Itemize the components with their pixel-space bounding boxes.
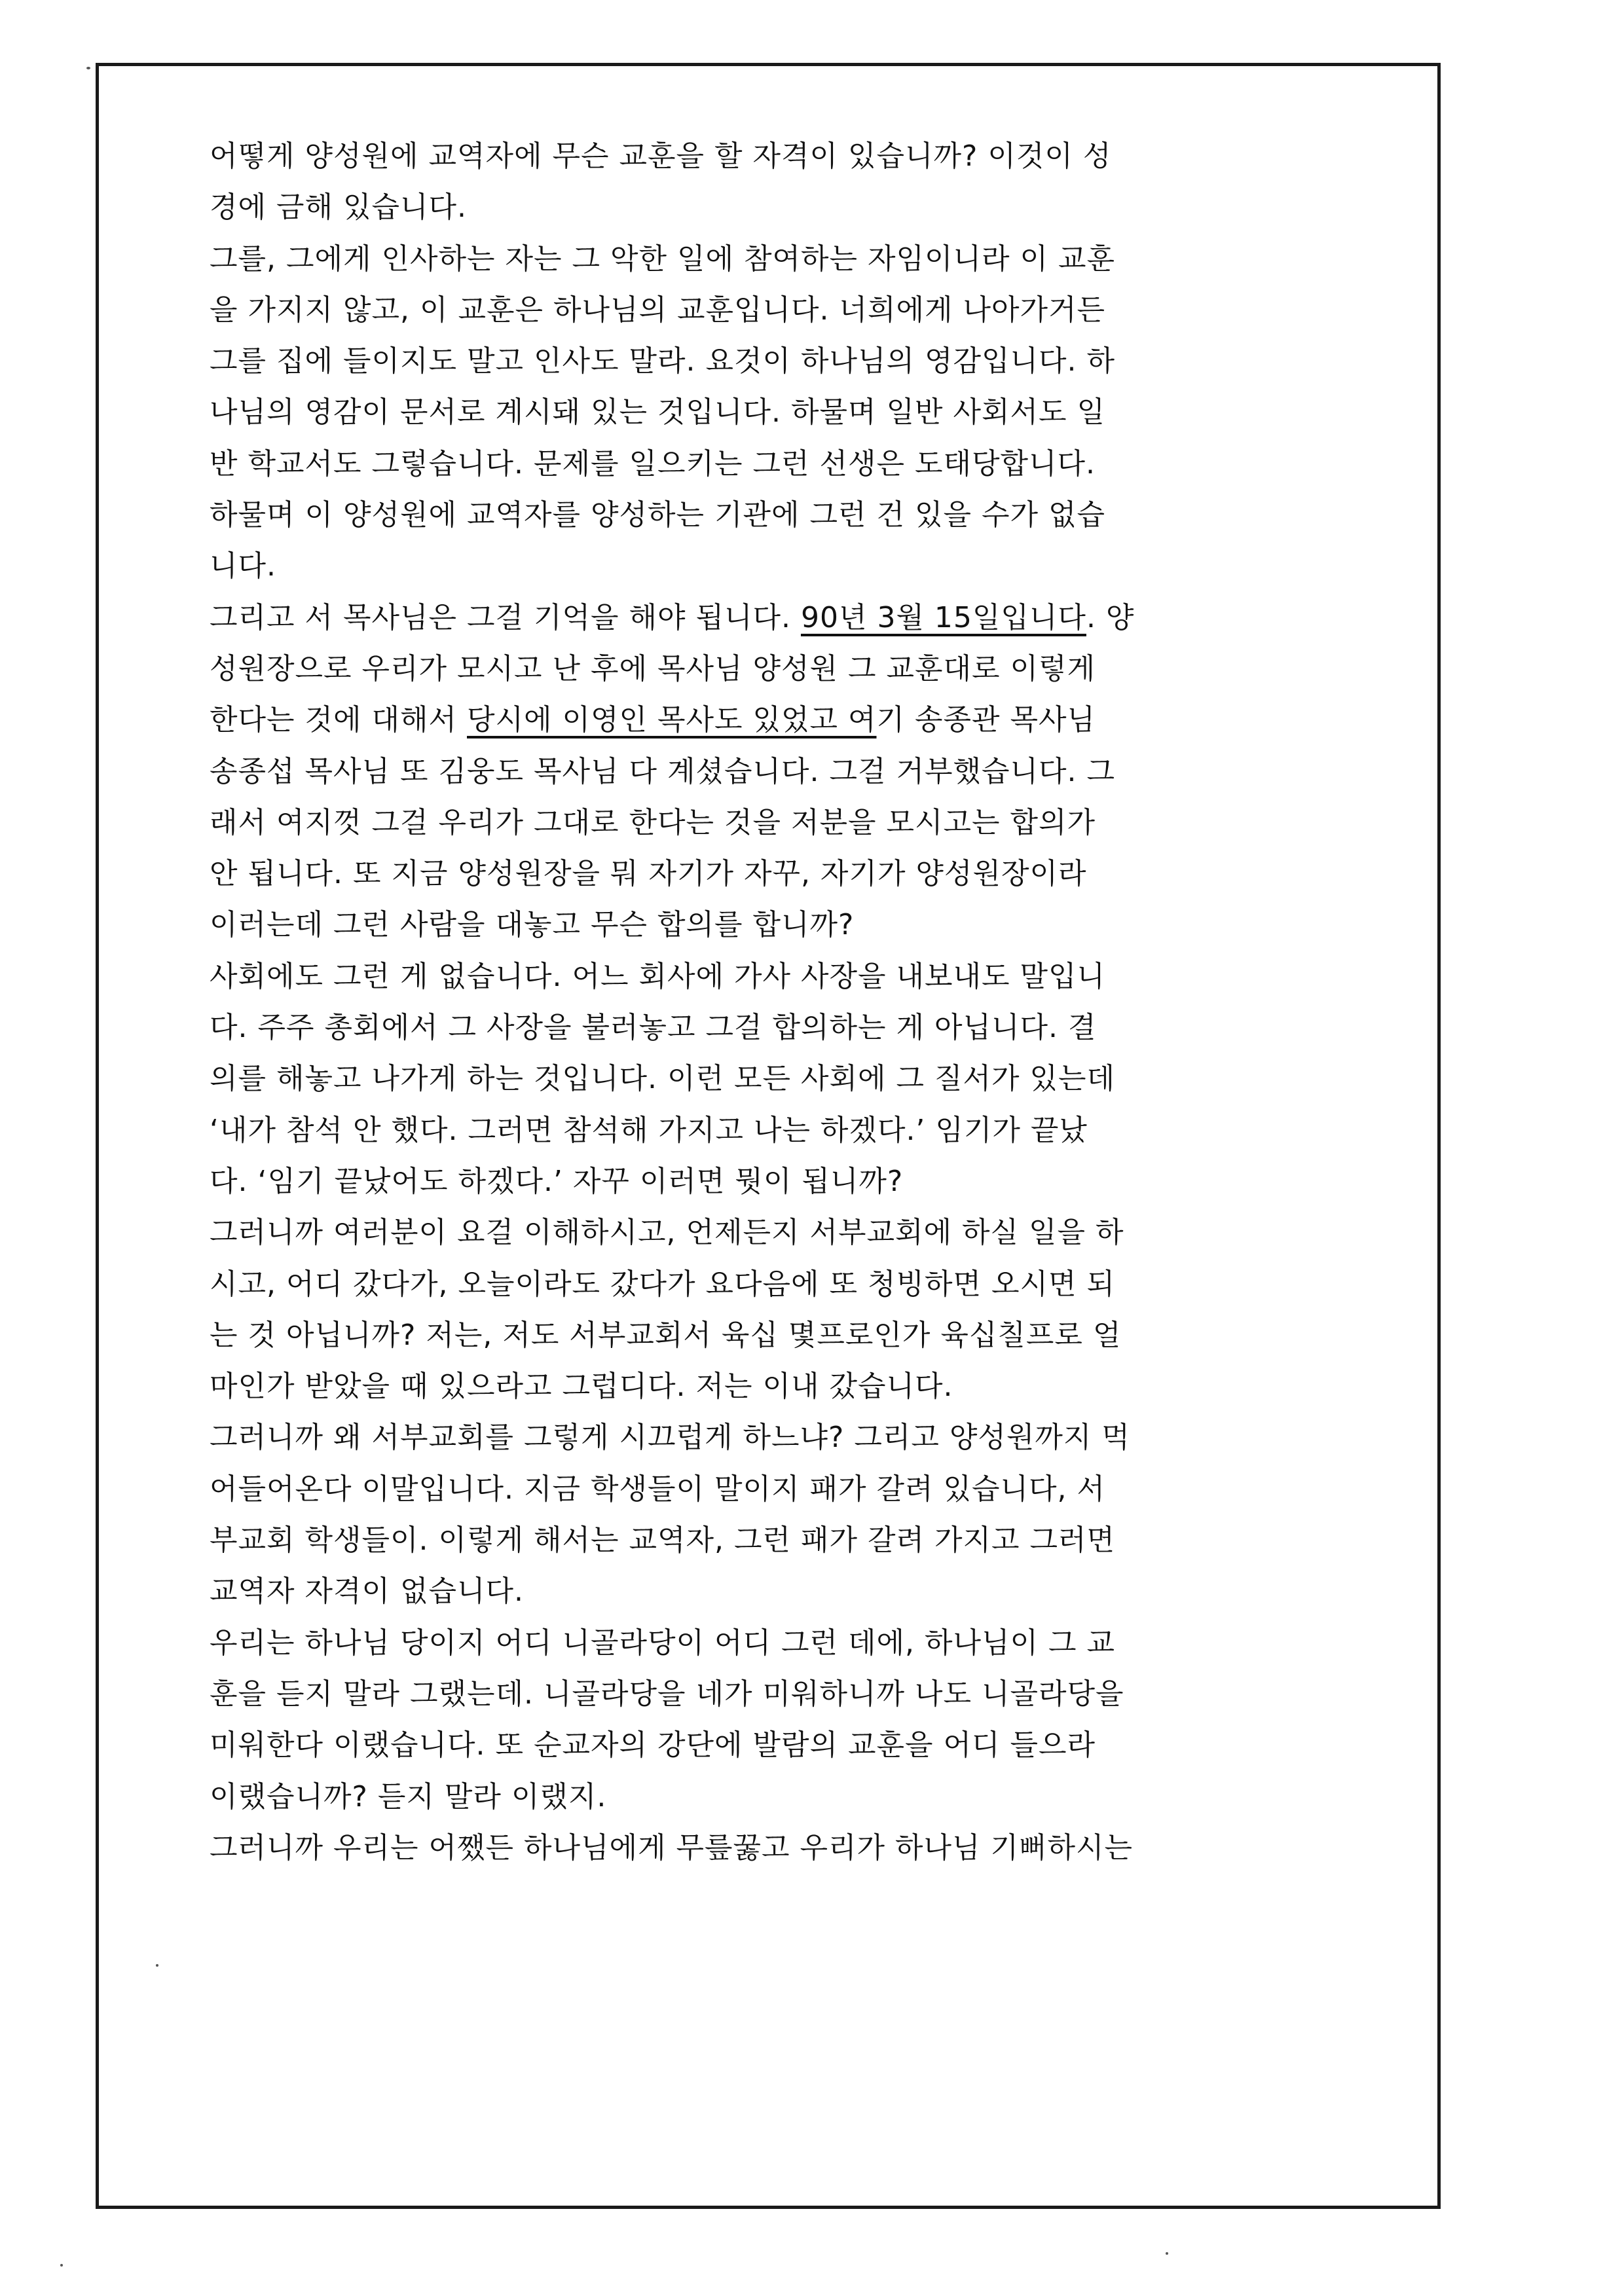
text-segment: 을 가지지 않고, 이 교훈은 하나님의 교훈입니다. 너희에게 나아가거든 [210, 293, 1105, 327]
text-line [210, 900, 1323, 951]
text-line [210, 1618, 1323, 1669]
document-body [210, 131, 1323, 1874]
text-line [210, 387, 1323, 438]
text-segment: 기 송종관 목사님 [876, 703, 1096, 737]
text-segment: 그러니까 우리는 어쨌든 하나님에게 무릎꿇고 우리가 하나님 기뻐하시는 [210, 1831, 1134, 1865]
text-line [210, 1207, 1323, 1258]
text-line [210, 1002, 1323, 1053]
text-line [210, 746, 1323, 797]
text-segment: 교역자 자격이 없습니다. [210, 1575, 524, 1609]
text-segment: 송종섭 목사님 또 김웅도 목사님 다 계셨습니다. 그걸 거부했습니다. 그 [210, 754, 1115, 788]
text-line [210, 1310, 1323, 1361]
underlined-text: 90년 3월 15일입니다 [800, 600, 1086, 634]
text-segment: ‘내가 참석 안 했다. 그러면 참석해 가지고 나는 하겠다.’ 임기가 끝났 [210, 1113, 1088, 1147]
text-segment: 성원장으로 우리가 모시고 난 후에 목사님 양성원 그 교훈대로 이렇게 [210, 651, 1096, 685]
text-segment: 다. ‘임기 끝났어도 하겠다.’ 자꾸 이러면 뭣이 됩니까? [210, 1164, 904, 1198]
text-line [210, 951, 1323, 1002]
text-segment: 사회에도 그런 게 없습니다. 어느 회사에 가사 사장을 내보내도 말입니 [210, 959, 1105, 993]
text-segment: 는 것 아닙니까? 저는, 저도 서부교회서 육십 몇프로인가 육십칠프로 얼 [210, 1318, 1122, 1352]
text-line [210, 439, 1323, 490]
scan-speck [60, 2264, 63, 2267]
text-line [210, 1053, 1323, 1104]
text-line [210, 592, 1323, 644]
text-line [210, 695, 1323, 746]
text-segment: 우리는 하나님 당이지 어디 니골라당이 어디 그런 데에, 하나님이 그 교 [210, 1626, 1115, 1660]
text-segment: 부교회 학생들이. 이렇게 해서는 교역자, 그런 패가 갈려 가지고 그러면 [210, 1523, 1115, 1558]
text-line [210, 490, 1323, 541]
text-line [210, 1669, 1323, 1720]
text-line [210, 541, 1323, 592]
text-line [210, 1361, 1323, 1412]
text-line [210, 1412, 1323, 1463]
text-segment: 어떻게 양성원에 교역자에 무슨 교훈을 할 자격이 있습니까? 이것이 성 [210, 139, 1112, 173]
text-segment: 의를 해놓고 나가게 하는 것입니다. 이런 모든 사회에 그 질서가 있는데 [210, 1062, 1115, 1096]
text-line [210, 182, 1323, 233]
text-line [210, 1156, 1323, 1207]
scan-speck [1166, 2252, 1168, 2255]
text-segment: 그를 집에 들이지도 말고 인사도 말라. 요것이 하나님의 영감입니다. 하 [210, 344, 1115, 378]
text-line [210, 848, 1323, 900]
scan-speck [156, 1964, 158, 1967]
text-line [210, 1566, 1323, 1617]
text-segment: 미워한다 이랬습니다. 또 순교자의 강단에 발람의 교훈을 어디 들으라 [210, 1728, 1096, 1762]
text-line [210, 234, 1323, 285]
scan-speck [86, 67, 90, 69]
text-segment: 경에 금해 있습니다. [210, 191, 467, 225]
text-segment: 어들어온다 이말입니다. 지금 학생들이 말이지 패가 갈려 있습니다, 서 [210, 1472, 1105, 1506]
text-segment: 니다. [210, 549, 276, 583]
text-segment: 마인가 받았을 때 있으라고 그럽디다. 저는 이내 갔습니다. [210, 1370, 953, 1404]
text-segment: 그를, 그에게 인사하는 자는 그 악한 일에 참여하는 자임이니라 이 교훈 [210, 242, 1115, 276]
text-segment: 그러니까 여러분이 요걸 이해하시고, 언제든지 서부교회에 하실 일을 하 [210, 1216, 1124, 1250]
text-line [210, 1823, 1323, 1874]
text-line [210, 285, 1323, 336]
text-segment: 안 됩니다. 또 지금 양성원장을 뭐 자기가 자꾸, 자기가 양성원장이라 [210, 857, 1087, 891]
text-line [210, 1772, 1323, 1823]
text-segment: . 양 [1086, 600, 1135, 634]
text-line [210, 1464, 1323, 1515]
text-line [210, 131, 1323, 182]
text-line [210, 336, 1323, 387]
text-line [210, 797, 1323, 848]
text-segment: 그러니까 왜 서부교회를 그렇게 시끄럽게 하느냐? 그리고 양성원까지 먹 [210, 1421, 1130, 1455]
text-line [210, 644, 1323, 695]
text-line [210, 1720, 1323, 1771]
text-segment: 반 학교서도 그렇습니다. 문제를 일으키는 그런 선생은 도태당합니다. [210, 446, 1096, 481]
text-segment: 래서 여지껏 그걸 우리가 그대로 한다는 것을 저분을 모시고는 합의가 [210, 805, 1096, 839]
text-segment: 나님의 영감이 문서로 계시돼 있는 것입니다. 하물며 일반 사회서도 일 [210, 395, 1105, 429]
text-segment: 한다는 것에 대해서 [210, 703, 467, 737]
text-line [210, 1105, 1323, 1156]
text-segment: 이러는데 그런 사람을 대놓고 무슨 합의를 합니까? [210, 908, 855, 942]
text-line [210, 1259, 1323, 1310]
text-segment: 다. 주주 총회에서 그 사장을 불러놓고 그걸 합의하는 게 아닙니다. 결 [210, 1011, 1097, 1045]
text-segment: 그리고 서 목사님은 그걸 기억을 해야 됩니다. [210, 600, 801, 634]
underlined-text: 당시에 이영인 목사도 있었고 여 [467, 703, 877, 737]
text-line [210, 1515, 1323, 1566]
text-segment: 이랬습니까? 듣지 말라 이랬지. [210, 1779, 607, 1813]
text-segment: 훈을 듣지 말라 그랬는데. 니골라당을 네가 미워하니까 나도 니골라당을 [210, 1677, 1124, 1711]
text-segment: 하물며 이 양성원에 교역자를 양성하는 기관에 그런 건 있을 수가 없습 [210, 498, 1105, 532]
text-segment: 시고, 어디 갔다가, 오늘이라도 갔다가 요다음에 또 청빙하면 오시면 되 [210, 1267, 1115, 1301]
